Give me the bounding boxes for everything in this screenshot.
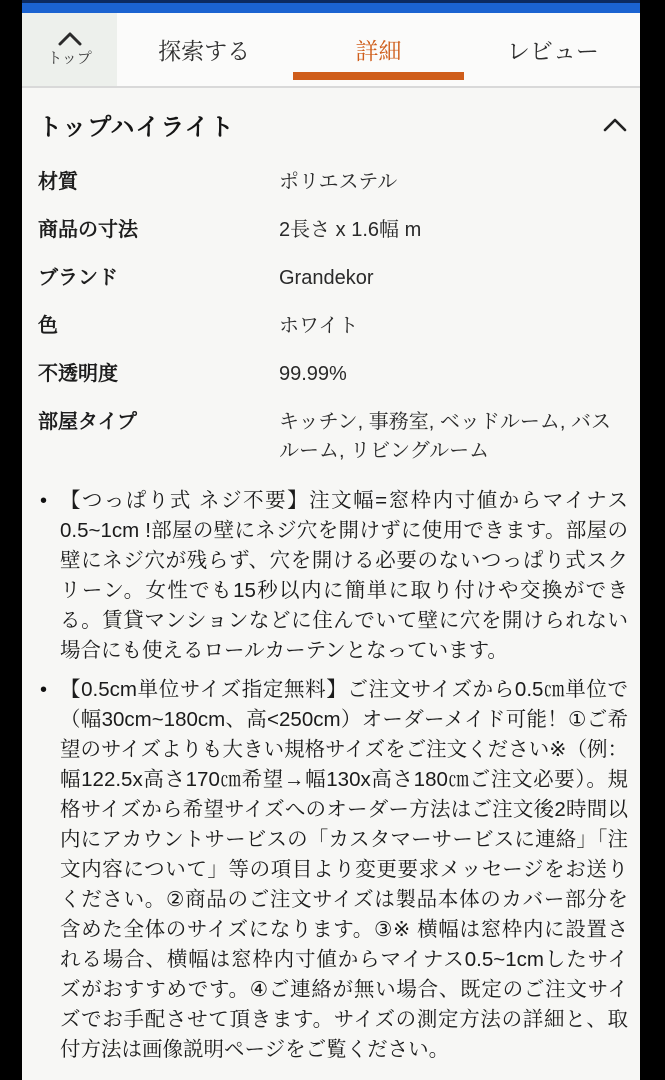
status-bar [22, 0, 640, 13]
feature-bullet [38, 486, 628, 666]
spec-row-room-type [38, 408, 628, 466]
spec-value: キッチン, 事務室, ベッドルーム, バスルーム, リビングルーム [279, 411, 611, 462]
tab-active-underline [293, 72, 463, 80]
feature-bullet-list [38, 486, 628, 1065]
spec-value: Grandekor [279, 267, 374, 289]
spec-row-brand [38, 264, 628, 293]
section-header-top-highlights[interactable] [38, 104, 628, 144]
app-screen [22, 0, 640, 1080]
spec-value: ホワイト [279, 315, 359, 337]
tab-reviews-label: レビュー [506, 38, 599, 64]
spec-label: 不透明度 [38, 363, 118, 385]
bullet-icon: • [40, 490, 48, 512]
spec-row-color [38, 312, 628, 341]
details-content [22, 104, 640, 1065]
tab-details[interactable] [291, 13, 465, 86]
spec-label: 色 [38, 315, 58, 337]
spec-label: 材質 [38, 171, 78, 193]
spec-row-opacity [38, 360, 628, 389]
feature-bullet [38, 675, 628, 1065]
feature-bullet-text: 【つっぱり式 ネジ不要】注文幅=窓枠内寸値からマイナス0.5~1cm !部屋の壁にネジ穴を開けずに使用できます。部屋の壁にネジ穴が残らず、穴を開ける必要のないつっぱり式スクリーン。女性でも15秒以内に簡単に取り付けや交換ができる。賃貸マンションなどに住んでいて壁に穴を開けられない場合にも使えるロールカーテンとなっています。 [60, 489, 628, 662]
spec-label: 商品の寸法 [38, 219, 138, 241]
spec-table [38, 168, 628, 466]
spec-value: 2長さ x 1.6幅 m [279, 219, 422, 241]
spec-label: 部屋タイプ [38, 411, 137, 433]
tab-top[interactable] [22, 13, 117, 86]
section-title: トップハイライト [38, 113, 235, 141]
bullet-icon: • [40, 679, 48, 701]
chevron-up-icon [57, 32, 83, 46]
spec-row-dimensions [38, 216, 628, 245]
spec-label: ブランド [38, 267, 118, 289]
tab-reviews[interactable] [466, 13, 640, 86]
spec-value: 99.99% [279, 363, 347, 385]
tab-details-label: 詳細 [355, 38, 402, 64]
tab-explore-label: 探索する [158, 38, 251, 64]
tab-bar [22, 13, 640, 88]
tab-explore[interactable] [117, 13, 291, 86]
spec-value: ポリエステル [279, 171, 398, 193]
spec-row-material [38, 168, 628, 197]
tab-top-label: トップ [47, 49, 92, 67]
feature-bullet-text: 【0.5cm単位サイズ指定無料】ご注文サイズから0.5㎝単位で（幅30cm~180cm、高<250cm）オーダーメイド可能！①ご希望のサイズよりも大きい規格サイズをご注文ください※（例：幅122.5x高さ170㎝希望→幅130x高さ180㎝ご注文必要）。規格サイズから希望サイズへのオーダー方法はご注文後2時間以内にアカウントサービスの「カスタマーサービスに連絡」「注文内容について」等の項目より変更要求メッセージをお送りください。②商品のご注文サイズは製品本体のカバー部分を含めた全体のサイズになります。③※ 横幅は窓枠内に設置される場合、横幅は窓枠内寸値からマイナス0.5~1cmしたサイズがおすすめです。④ご連絡が無い場合、既定のご注文サイズでお手配させて頂きます。サイズの測定方法の詳細と、取付方法は画像説明ページをご覧ください。 [60, 678, 628, 1061]
chevron-up-icon[interactable] [602, 117, 628, 132]
